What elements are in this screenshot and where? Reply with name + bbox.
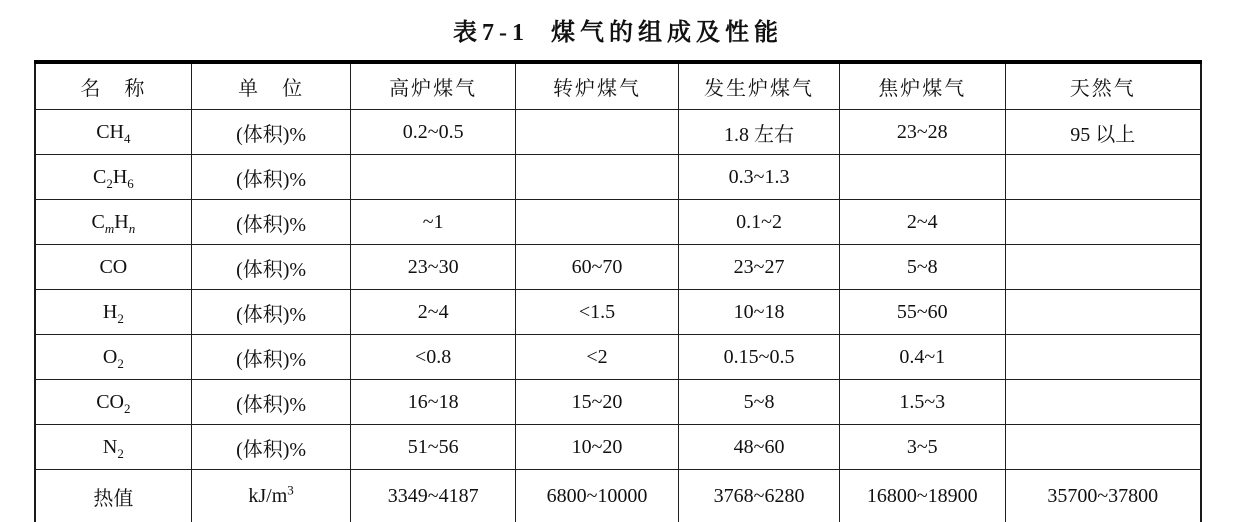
value-cell: <1.5: [515, 290, 678, 335]
value-cell: <0.8: [351, 335, 515, 380]
value-cell: 1.8 左右: [679, 110, 840, 155]
table-row: [35, 425, 1201, 470]
column-header: 单 位: [191, 62, 351, 110]
gas-composition-table: [34, 60, 1202, 522]
row-name-cell: $N_2$: [35, 425, 191, 470]
row-name-cell: 热值: [35, 470, 191, 522]
value-cell: 0.3~1.3: [679, 155, 840, 200]
row-name-cell: $C_2H_6$: [35, 155, 191, 200]
value-cell: 23~28: [840, 110, 1006, 155]
value-cell: 48~60: [679, 425, 840, 470]
row-unit-cell: (体积)%: [191, 200, 351, 245]
value-cell: [1005, 380, 1201, 425]
value-cell: 95 以上: [1005, 110, 1201, 155]
value-cell: 55~60: [840, 290, 1006, 335]
row-unit-cell: (体积)%: [191, 380, 351, 425]
value-cell: 16800~18900: [840, 470, 1006, 522]
value-cell: 60~70: [515, 245, 678, 290]
value-cell: 15~20: [515, 380, 678, 425]
value-cell: [515, 200, 678, 245]
column-header: 高炉煤气: [351, 62, 515, 110]
row-name-cell: $C_mH_n$: [35, 200, 191, 245]
table-row: [35, 245, 1201, 290]
table-row: [35, 470, 1201, 522]
value-cell: 3768~6280: [679, 470, 840, 522]
value-cell: <2: [515, 335, 678, 380]
value-cell: 0.1~2: [679, 200, 840, 245]
column-header: 名 称: [35, 62, 191, 110]
row-unit-cell: (体积)%: [191, 335, 351, 380]
value-cell: ~1: [351, 200, 515, 245]
value-cell: [515, 155, 678, 200]
row-unit-cell: (体积)%: [191, 290, 351, 335]
column-header: 转炉煤气: [515, 62, 678, 110]
value-cell: [1005, 425, 1201, 470]
row-name-cell: $O_2$: [35, 335, 191, 380]
value-cell: [840, 155, 1006, 200]
value-cell: [1005, 155, 1201, 200]
column-header: 发生炉煤气: [679, 62, 840, 110]
row-name-cell: $CH_4$: [35, 110, 191, 155]
value-cell: 10~20: [515, 425, 678, 470]
column-header: 焦炉煤气: [840, 62, 1006, 110]
value-cell: 3~5: [840, 425, 1006, 470]
value-cell: 23~27: [679, 245, 840, 290]
value-cell: 0.15~0.5: [679, 335, 840, 380]
value-cell: 5~8: [840, 245, 1006, 290]
value-cell: 23~30: [351, 245, 515, 290]
table-row: [35, 380, 1201, 425]
row-name-cell: CO: [35, 245, 191, 290]
value-cell: 2~4: [351, 290, 515, 335]
table-title: 表7-1 煤气的组成及性能: [453, 20, 783, 46]
row-name-cell: $CO_2$: [35, 380, 191, 425]
table-row: [35, 335, 1201, 380]
value-cell: 16~18: [351, 380, 515, 425]
value-cell: 0.2~0.5: [351, 110, 515, 155]
row-unit-cell: (体积)%: [191, 110, 351, 155]
table-row: [35, 155, 1201, 200]
value-cell: 5~8: [679, 380, 840, 425]
row-unit-cell: (体积)%: [191, 425, 351, 470]
row-unit-cell: (体积)%: [191, 155, 351, 200]
value-cell: 6800~10000: [515, 470, 678, 522]
value-cell: 0.4~1: [840, 335, 1006, 380]
value-cell: [1005, 200, 1201, 245]
value-cell: [1005, 245, 1201, 290]
value-cell: 3349~4187: [351, 470, 515, 522]
header-row: [35, 62, 1201, 110]
value-cell: [351, 155, 515, 200]
value-cell: 10~18: [679, 290, 840, 335]
value-cell: [1005, 335, 1201, 380]
value-cell: 1.5~3: [840, 380, 1006, 425]
column-header: 天然气: [1005, 62, 1201, 110]
table-row: [35, 110, 1201, 155]
value-cell: 2~4: [840, 200, 1006, 245]
table-row: [35, 290, 1201, 335]
row-name-cell: $H_2$: [35, 290, 191, 335]
value-cell: [1005, 290, 1201, 335]
row-unit-cell: (体积)%: [191, 245, 351, 290]
value-cell: 51~56: [351, 425, 515, 470]
table-row: [35, 200, 1201, 245]
row-unit-cell: $kJ/m^3$: [191, 470, 351, 522]
value-cell: [515, 110, 678, 155]
value-cell: 35700~37800: [1005, 470, 1201, 522]
